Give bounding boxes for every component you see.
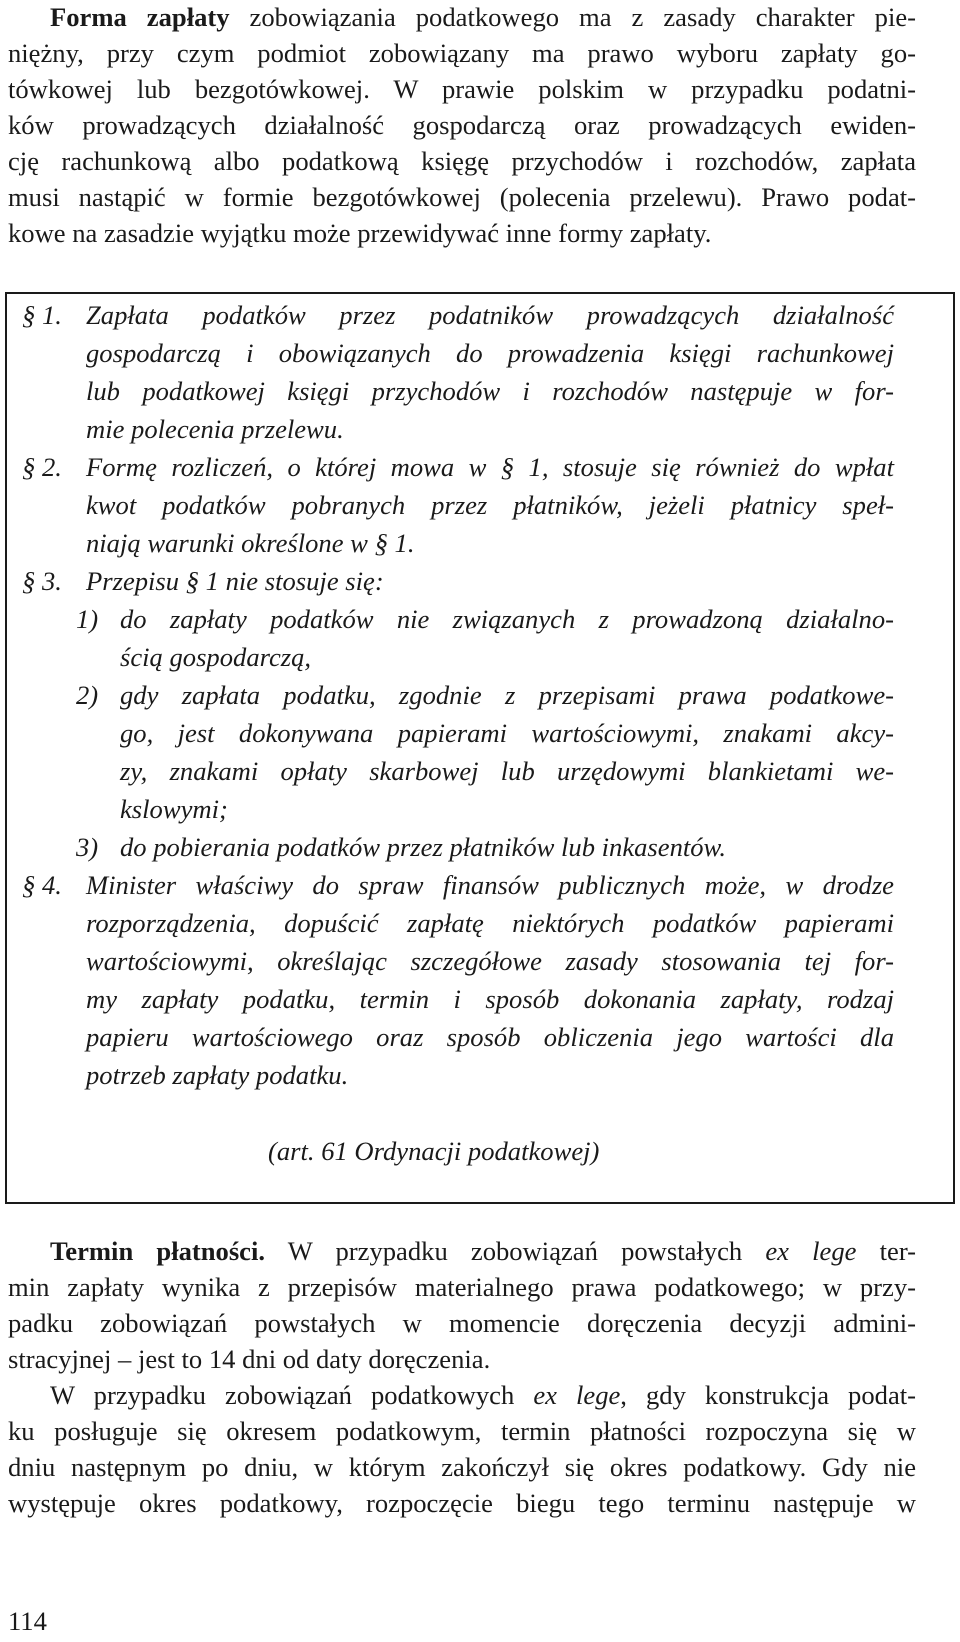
text-line: do zapłaty podatków nie związanych z prowadzoną działalno- bbox=[120, 604, 894, 634]
text-line: lub podatkowej księgi przychodów i rozchodów następuje w for- bbox=[86, 376, 894, 406]
bold-term: Forma zapłaty bbox=[50, 2, 230, 32]
text-line: Formę rozliczeń, o której mowa w § 1, stosuje się również do wpłat bbox=[86, 452, 894, 482]
text-line: kslowymi; bbox=[120, 794, 228, 824]
list-number: 1) bbox=[76, 604, 99, 634]
text-line: musi nastąpić w formie bezgotówkowej (polecenia przelewu). Prawo podat- bbox=[8, 182, 916, 212]
section-number: § 1. bbox=[22, 300, 62, 330]
text-line: gdy zapłata podatku, zgodnie z przepisami prawa podatkowe- bbox=[120, 680, 894, 710]
section-number: § 3. bbox=[22, 566, 62, 596]
text-line: niają warunki określone w § 1. bbox=[86, 528, 415, 558]
page-number: 114 bbox=[8, 1606, 47, 1636]
bold-term: Termin płatności. bbox=[50, 1236, 266, 1266]
text-line: gospodarczą i obowiązanych do prowadzenia księgi rachunkowej bbox=[86, 338, 894, 368]
text-line: Przepisu § 1 nie stosuje się: bbox=[86, 566, 384, 596]
text-line: potrzeb zapłaty podatku. bbox=[86, 1060, 349, 1090]
text-line: mie polecenia przelewu. bbox=[86, 414, 344, 444]
text-line: kwot podatków pobranych przez płatników, jeżeli płatnicy speł- bbox=[86, 490, 894, 520]
text-line: ków prowadzących działalność gospodarczą oraz prowadzących ewiden- bbox=[8, 110, 916, 140]
citation: (art. 61 Ordynacji podatkowej) bbox=[268, 1136, 600, 1166]
text-line: ścią gospodarczą, bbox=[120, 642, 312, 672]
text-line: do pobierania podatków przez płatników lub inkasentów. bbox=[120, 832, 726, 862]
text-line: min zapłaty wynika z przepisów materialnego prawa podatkowego; w przy- bbox=[8, 1272, 916, 1302]
section-number: § 4. bbox=[22, 870, 62, 900]
text-line: stracyjnej – jest to 14 dni od daty doręczenia. bbox=[8, 1344, 491, 1374]
text-line: my zapłaty podatku, termin i sposób dokonania zapłaty, rodzaj bbox=[86, 984, 894, 1014]
text-line: niężny, przy czym podmiot zobowiązany ma prawo wyboru zapłaty go- bbox=[8, 38, 916, 68]
text-line: dniu następnym po dniu, w którym zakończył się okres podatkowy. Gdy nie bbox=[8, 1452, 916, 1482]
text-line: rozporządzenia, dopuścić zapłatę niektórych podatków papierami bbox=[86, 908, 894, 938]
text-line: W przypadku zobowiązań podatkowych ex lege, gdy konstrukcja podat- bbox=[50, 1380, 916, 1410]
text-line: kowe na zasadzie wyjątku może przewidywać inne formy zapłaty. bbox=[8, 218, 712, 248]
text-line: wartościowymi, określając szczegółowe zasady stosowania tej for- bbox=[86, 946, 894, 976]
text-line: zy, znakami opłaty skarbowej lub urzędowymi blankietami we- bbox=[120, 756, 894, 786]
text-line: padku zobowiązań powstałych w momencie doręczenia decyzji admini- bbox=[8, 1308, 916, 1338]
text-line: Minister właściwy do spraw finansów publicznych może, w drodze bbox=[86, 870, 894, 900]
text-line: papieru wartościowego oraz sposób obliczenia jego wartości dla bbox=[86, 1022, 894, 1052]
list-number: 2) bbox=[76, 680, 99, 710]
text-line: ku posługuje się okresem podatkowym, termin płatności rozpoczyna się w bbox=[8, 1416, 916, 1446]
text-line: Zapłata podatków przez podatników prowadzących działalność bbox=[86, 300, 894, 330]
text-line: cję rachunkową albo podatkową księgę przychodów i rozchodów, zapłata bbox=[8, 146, 916, 176]
text-line: tówkowej lub bezgotówkowej. W prawie polskim w przypadku podatni- bbox=[8, 74, 916, 104]
section-number: § 2. bbox=[22, 452, 62, 482]
text-line: go, jest dokonywana papierami wartościowymi, znakami akcy- bbox=[120, 718, 894, 748]
list-number: 3) bbox=[76, 832, 99, 862]
text-line: Forma zapłaty zobowiązania podatkowego ma z zasady charakter pie- bbox=[50, 2, 916, 32]
text-line: występuje okres podatkowy, rozpoczęcie biegu tego terminu następuje w bbox=[8, 1488, 916, 1518]
text-line: Termin płatności. W przypadku zobowiązań powstałych ex lege ter- bbox=[50, 1236, 916, 1266]
